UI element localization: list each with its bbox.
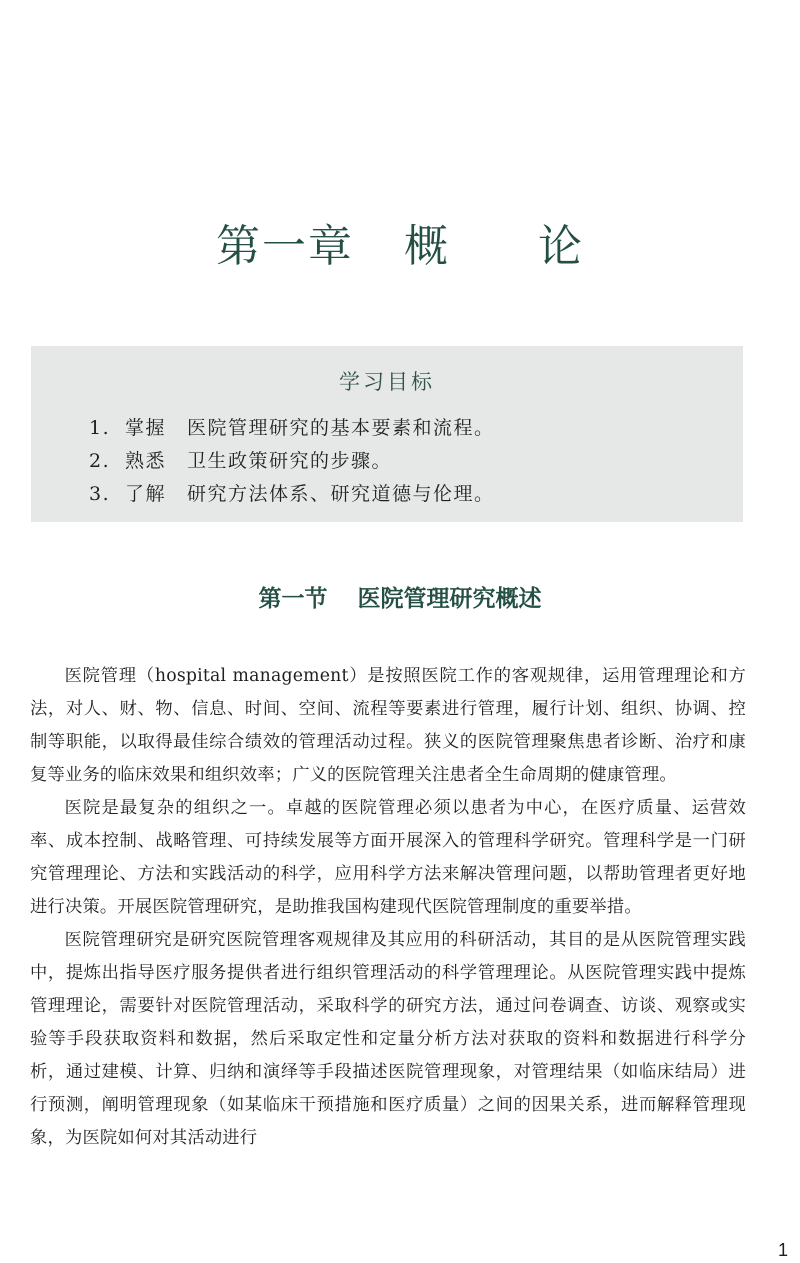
chapter-number: 第一章 — [216, 221, 354, 272]
objective-item — [89, 445, 495, 478]
chapter-title — [0, 210, 800, 274]
objective-text: 研究方法体系、研究道德与伦理。 — [187, 483, 495, 505]
section-title — [0, 580, 800, 613]
paragraph: 医院管理（hospital management）是按照医院工作的客观规律，运用管理理论和方法，对人、财、物、信息、时间、空间、流程等要素进行管理，履行计划、组织、协调、控制等职能，以取得最佳综合绩效的管理活动过程。狭义的医院管理聚焦患者诊断、治疗和康复等业务的临床效果和组织效率；广义的医院管理关注患者全生命周期的健康管理。 — [30, 666, 746, 785]
chapter-title-char-1: 概 — [404, 221, 450, 272]
objective-text: 医院管理研究的基本要素和流程。 — [187, 417, 495, 439]
objective-item — [89, 412, 495, 445]
chapter-title-char-2: 论 — [538, 221, 584, 272]
page-number: 1 — [777, 1240, 788, 1260]
objective-item — [89, 478, 495, 511]
section-name: 医院管理研究概述 — [357, 585, 542, 612]
objective-verb: 了解 — [125, 483, 167, 505]
paragraph: 医院是最复杂的组织之一。卓越的医院管理必须以患者为中心，在医疗质量、运营效率、成本控制、战略管理、可持续发展等方面开展深入的管理科学研究。管理科学是一门研究管理理论、方法和实践活动的科学，应用科学方法来解决管理问题，以帮助管理者更好地进行决策。开展医院管理研究，是助推我国构建现代医院管理制度的重要举措。 — [30, 798, 746, 917]
objective-verb: 掌握 — [125, 417, 167, 439]
objective-text: 卫生政策研究的步骤。 — [187, 450, 393, 472]
body-text — [30, 660, 746, 1155]
objective-verb: 熟悉 — [125, 450, 167, 472]
learning-objectives-list — [89, 412, 495, 511]
objective-number: 2. — [89, 450, 111, 472]
objective-number: 3. — [89, 483, 111, 505]
learning-objectives-heading: 学习目标 — [339, 370, 435, 394]
paragraph: 医院管理研究是研究医院管理客观规律及其应用的科研活动，其目的是从医院管理实践中，提炼出指导医疗服务提供者进行组织管理活动的科学管理理论。从医院管理实践中提炼管理理论，需要针对医院管理活动，采取科学的研究方法，通过问卷调查、访谈、观察或实验等手段获取资料和数据，然后采取定性和定量分析方法对获取的资料和数据进行科学分析，通过建模、计算、归纳和演绎等手段描述医院管理现象，对管理结果（如临床结局）进行预测，阐明管理现象（如某临床干预措施和医疗质量）之间的因果关系，进而解释管理现象，为医院如何对其活动进行 — [30, 930, 746, 1148]
learning-objectives-box — [31, 346, 743, 522]
section-number: 第一节 — [258, 585, 328, 612]
objective-number: 1. — [89, 417, 111, 439]
